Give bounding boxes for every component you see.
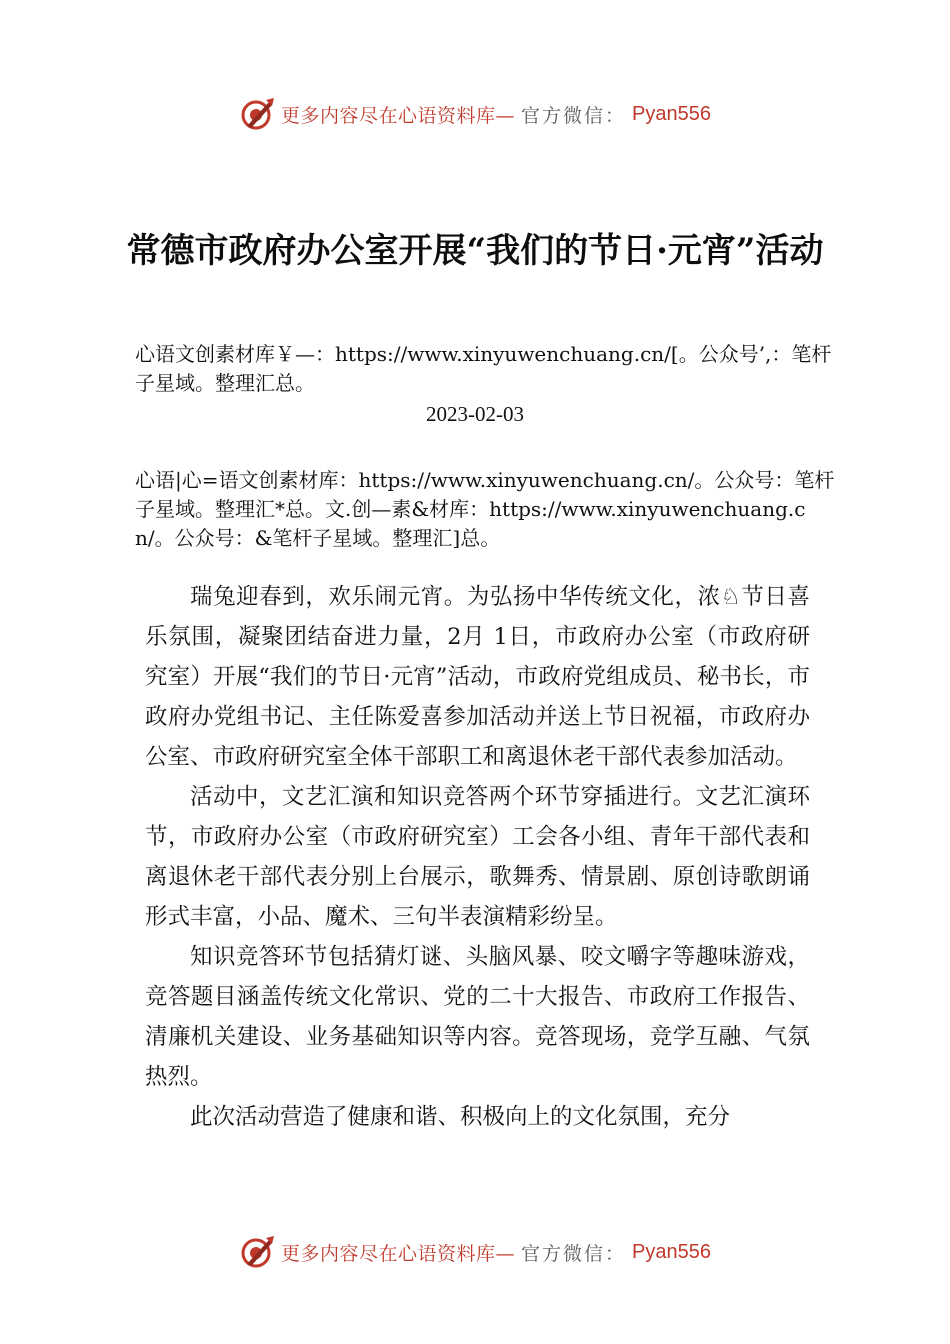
source-line-1: 心语文创素材库￥—：https://www.xinyuwenchuang.cn/[。公众号’,：笔杆子星域。整理汇总。 (135, 342, 832, 395)
source-line-2: 心语|心=语文创素材库：https://www.xinyuwenchuang.cn/。公众号：笔杆子星域。整理汇*总。文.创—素&材库：https://www.xinyuwenchuang.cn/。公众号：&笔杆子星域。整理汇]总。 (135, 468, 835, 550)
wechat-label: 官方微信： (521, 104, 627, 127)
footer-banner (0, 1232, 950, 1272)
header-banner (0, 94, 950, 134)
promo-text: 更多内容尽在心语资料库— (281, 104, 516, 127)
quill-seal-icon (239, 1234, 275, 1270)
promo-text: 更多内容尽在心语资料库— (281, 1242, 516, 1265)
paragraph: 此次活动营造了健康和谐、积极向上的文化氛围，充分 (190, 1104, 731, 1130)
wechat-id: Pyan556 (632, 1240, 711, 1263)
publish-date: 2023-02-03 (426, 402, 524, 426)
quill-seal-icon (239, 96, 275, 132)
document-title: 常德市政府办公室开展“我们的节日·元宵”活动 (126, 231, 824, 271)
article-body (145, 577, 810, 1137)
paragraph: 知识竞答环节包括猜灯谜、头脑风暴、咬文嚼字等趣味游戏，竞答题目涵盖传统文化常识、党的二十大报告、市政府工作报告、清廉机关建设、业务基础知识等内容。竞答现场，竞学互融、气氛热烈。 (145, 944, 810, 1090)
wechat-label: 官方微信： (521, 1242, 627, 1265)
wechat-id: Pyan556 (632, 102, 711, 125)
paragraph: 活动中，文艺汇演和知识竞答两个环节穿插进行。文艺汇演环节，市政府办公室（市政府研究室）工会各小组、青年干部代表和离退休老干部代表分别上台展示，歌舞秀、情景剧、原创诗歌朗诵形式丰富，小品、魔术、三句半表演精彩纷呈。 (145, 784, 810, 930)
paragraph: 瑞兔迎春到，欢乐闹元宵。为弘扬中华传统文化，浓♘节日喜乐氛围，凝聚团结奋进力量，2月 1日，市政府办公室（市政府研究室）开展“我们的节日·元宵”活动，市政府党组成员、秘书长，市政府办党组书记、主任陈爱喜参加活动并送上节日祝福，市政府办公室、市政府研究室全体干部职工和离退休老干部代表参加活动。 (145, 584, 810, 770)
